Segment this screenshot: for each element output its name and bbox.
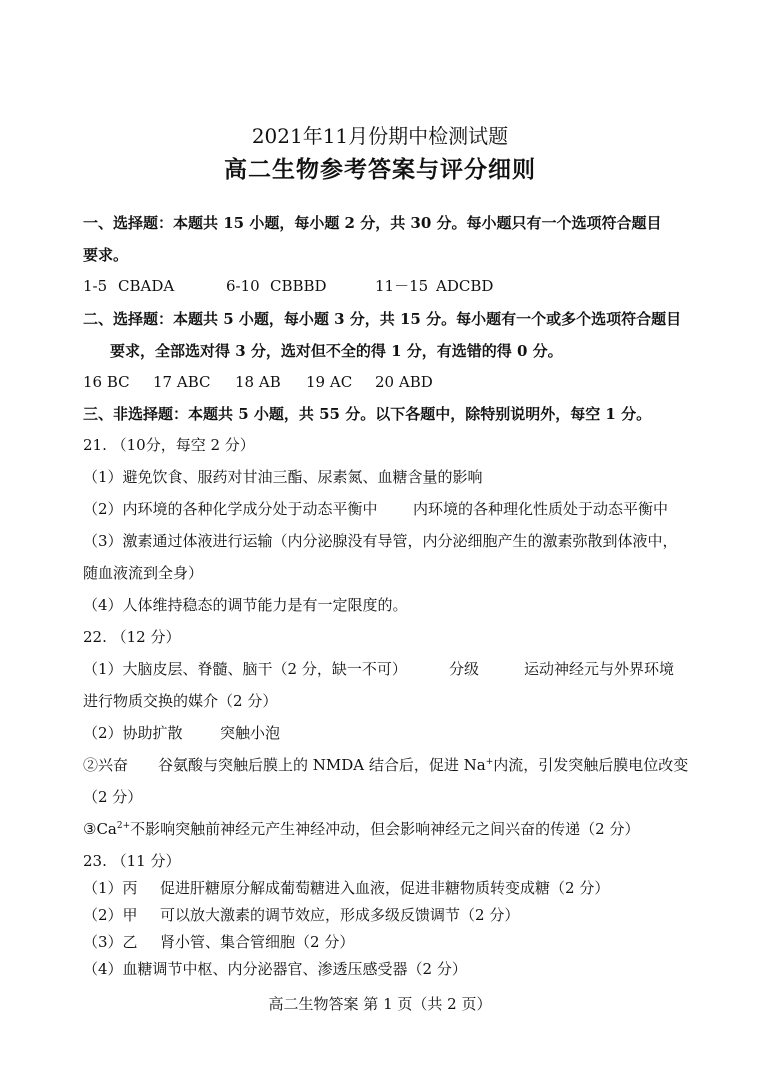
answer-item: 20 ABD: [375, 373, 433, 391]
answer-range: 6-10: [226, 277, 260, 295]
section1-heading-cont: 要求。: [83, 246, 129, 264]
q23-answer-1a: （1）丙: [83, 879, 138, 897]
q23-answer-2b: 可以放大激素的调节效应，形成多级反馈调节（2 分）: [160, 906, 520, 924]
section1-heading: 一、选择题：本题共 15 小题，每小题 2 分，共 30 分。每小题只有一个选项符合题目: [83, 214, 662, 232]
answer-item: 16 BC: [83, 373, 130, 391]
q22-answer-2a: （2）协助扩散: [83, 724, 183, 742]
answer-item: 18 AB: [235, 373, 281, 391]
q22-header: 22. （12 分）: [83, 628, 181, 646]
answer-range: 1-5: [83, 277, 108, 295]
section2-heading-cont: 要求，全部选对得 3 分，选对但不全的得 1 分，有选错的得 0 分。: [110, 342, 563, 360]
answer-range: 11－15: [375, 277, 429, 295]
q21-answer-3: （3）激素通过体液进行运输（内分泌腺没有导管，内分泌细胞产生的激素弥散到体液中，: [83, 532, 678, 550]
q22-answer-2b: 突触小泡: [220, 724, 281, 742]
answer-letters: ADCBD: [436, 277, 494, 295]
exam-title: 2021年11月份期中检测试题: [251, 124, 509, 148]
q23-answer-4: （4）血糖调节中枢、内分泌器官、渗透压感受器（2 分）: [83, 960, 467, 978]
q22-answer-3a: ②兴奋: [83, 756, 129, 774]
q22-answer-1-cont: 进行物质交换的媒介（2 分）: [83, 692, 278, 710]
q23-answer-1b: 促进肝糖原分解成葡萄糖进入血液，促进非糖物质转变成糖（2 分）: [160, 879, 610, 897]
answer-letters: CBADA: [118, 277, 175, 295]
q21-answer-2a: （2）内环境的各种化学成分处于动态平衡中: [83, 500, 378, 518]
q22-answer-3b: 谷氨酸与突触后膜上的 NMDA 结合后，促进 Na+内流，引发突触后膜电位改变: [158, 756, 689, 774]
q21-answer-2b: 内环境的各种理化性质处于动态平衡中: [413, 500, 669, 518]
page-footer: 高二生物答案 第 1 页（共 2 页）: [268, 995, 492, 1013]
answer-letters: CBBBD: [270, 277, 327, 295]
q23-header: 23. （11 分）: [83, 852, 181, 870]
q22-answer-3-cont: （2 分）: [83, 788, 143, 806]
section2-heading: 二、选择题：本题共 5 小题，每小题 3 分，共 15 分。每小题有一个或多个选项符合题目: [83, 310, 682, 328]
q22-answer-1b: 分级: [449, 660, 480, 678]
q23-answer-3b: 肾小管、集合管细胞（2 分）: [160, 933, 355, 951]
answer-item: 17 ABC: [153, 373, 211, 391]
q21-answer-3-cont: 随血液流到全身）: [83, 564, 204, 582]
q23-answer-2a: （2）甲: [83, 906, 138, 924]
section3-heading: 三、非选择题：本题共 5 小题，共 55 分。以下各题中，除特别说明外，每空 1 分。: [83, 405, 652, 423]
q22-answer-4: $③Ca^{2+}$不影响突触前神经元产生神经冲动，但会影响神经元之间兴奋的传递（2 分）: [83, 820, 640, 838]
answer-item: 19 AC: [306, 373, 353, 391]
q21-answer-1: （1）避免饮食、服药对甘油三酯、尿素氮、血糖含量的影响: [83, 468, 483, 486]
q23-answer-3a: （3）乙: [83, 933, 138, 951]
answer-key-title: 高二生物参考答案与评分细则: [224, 156, 536, 183]
q21-header: 21. （10分，每空 2 分）: [83, 436, 255, 454]
q22-answer-1a: （1）大脑皮层、脊髓、脑干（2 分，缺一不可）: [83, 660, 407, 678]
q22-answer-1c: 运动神经元与外界环境: [524, 660, 675, 678]
q21-answer-4: （4）人体维持稳态的调节能力是有一定限度的。: [83, 596, 408, 614]
